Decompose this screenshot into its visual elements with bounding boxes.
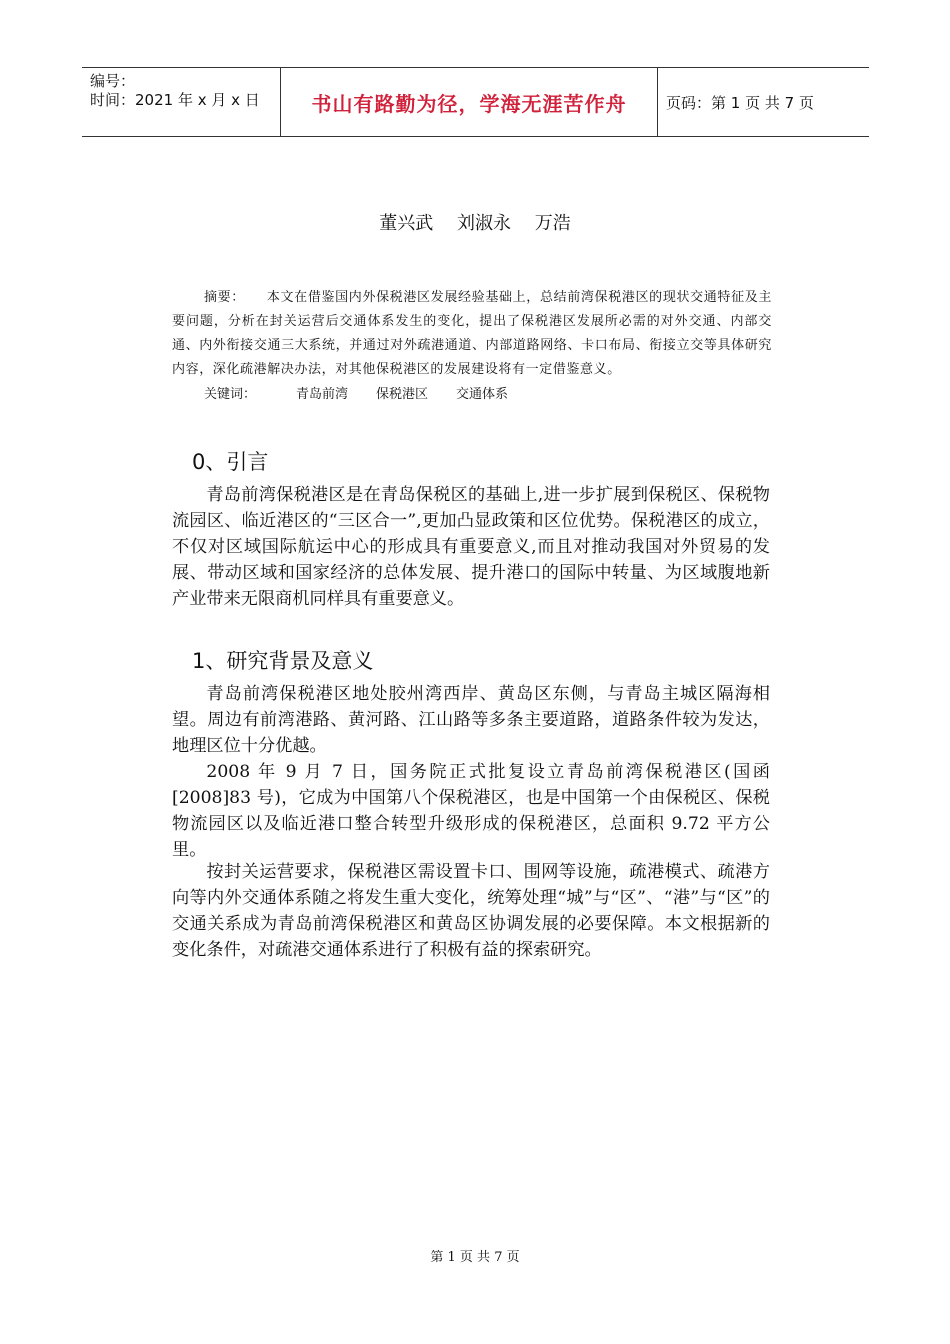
number-label: 编号： [90,72,136,90]
keywords [204,383,536,407]
motto-text: 书山有路勤为径，学海无涯苦作舟 [311,91,627,116]
header-table [82,67,869,137]
time-label: 时间：2021 年 x 月 x 日 [90,91,260,109]
abstract [172,286,772,382]
header-page-cell [658,68,869,136]
abstract-text: 本文在借鉴国内外保税港区发展经验基础上，总结前湾保税港区的现状交通特征及主要问题，分析在封关运营后交通体系发生的变化，提出了保税港区发展所必需的对外交通、内部交通、内外衔接交通三大系统，并通过对外疏港通道、内部道路网络、卡口布局、衔接立交等具体研究内容，深化疏港解决办法，对其他保税港区的发展建设将有一定借鉴意义。 [172,290,772,377]
page-footer: 第 1 页 共 7 页 [430,1250,520,1265]
page-code: 页码：第 1 页 共 7 页 [666,93,814,112]
paragraph: 青岛前湾保税港区地处胶州湾西岸、黄岛区东侧，与青岛主城区隔海相望。周边有前湾港路、黄河路、江山路等多条主要道路，道路条件较为发达，地理区位十分优越。 [172,684,770,756]
section-title-introduction: 0、引言 [192,450,269,474]
header-motto-cell [280,68,658,136]
keywords-label: 关键词： [204,387,257,402]
keyword: 保税港区 [376,387,429,402]
authors [0,209,950,235]
keyword: 青岛前湾 [296,387,349,402]
keyword: 交通体系 [456,387,509,402]
paragraph: 2008 年 9 月 7 日，国务院正式批复设立青岛前湾保税港区(国函[2008]83 号)，它成为中国第八个保税港区，也是中国第一个由保税区、保税物流园区以及临近港口整合转型升级形成的保税港区，总面积 9.72 平方公里。 [172,762,770,860]
section-title-background: 1、研究背景及意义 [192,649,374,673]
abstract-label: 摘要： [204,290,245,305]
author-name: 刘淑永 [457,213,511,234]
paragraph: 按封关运营要求，保税港区需设置卡口、围网等设施，疏港模式、疏港方向等内外交通体系随之将发生重大变化，统筹处理“城”与“区”、“港”与“区”的交通关系成为青岛前湾保税港区和黄岛区协调发展的必要保障。本文根据新的变化条件，对疏港交通体系进行了积极有益的探索研究。 [172,862,770,960]
header-left-cell [82,68,280,136]
paragraph: 青岛前湾保税港区是在青岛保税区的基础上,进一步扩展到保税区、保税物流园区、临近港区的“三区合一”,更加凸显政策和区位优势。保税港区的成立，不仅对区域国际航运中心的形成具有重要意义,而且对推动我国对外贸易的发展、带动区域和国家经济的总体发展、提升港口的国际中转量、为区域腹地新产业带来无限商机同样具有重要意义。 [172,485,770,609]
author-name: 万浩 [534,213,571,234]
author-name: 董兴武 [379,213,434,234]
